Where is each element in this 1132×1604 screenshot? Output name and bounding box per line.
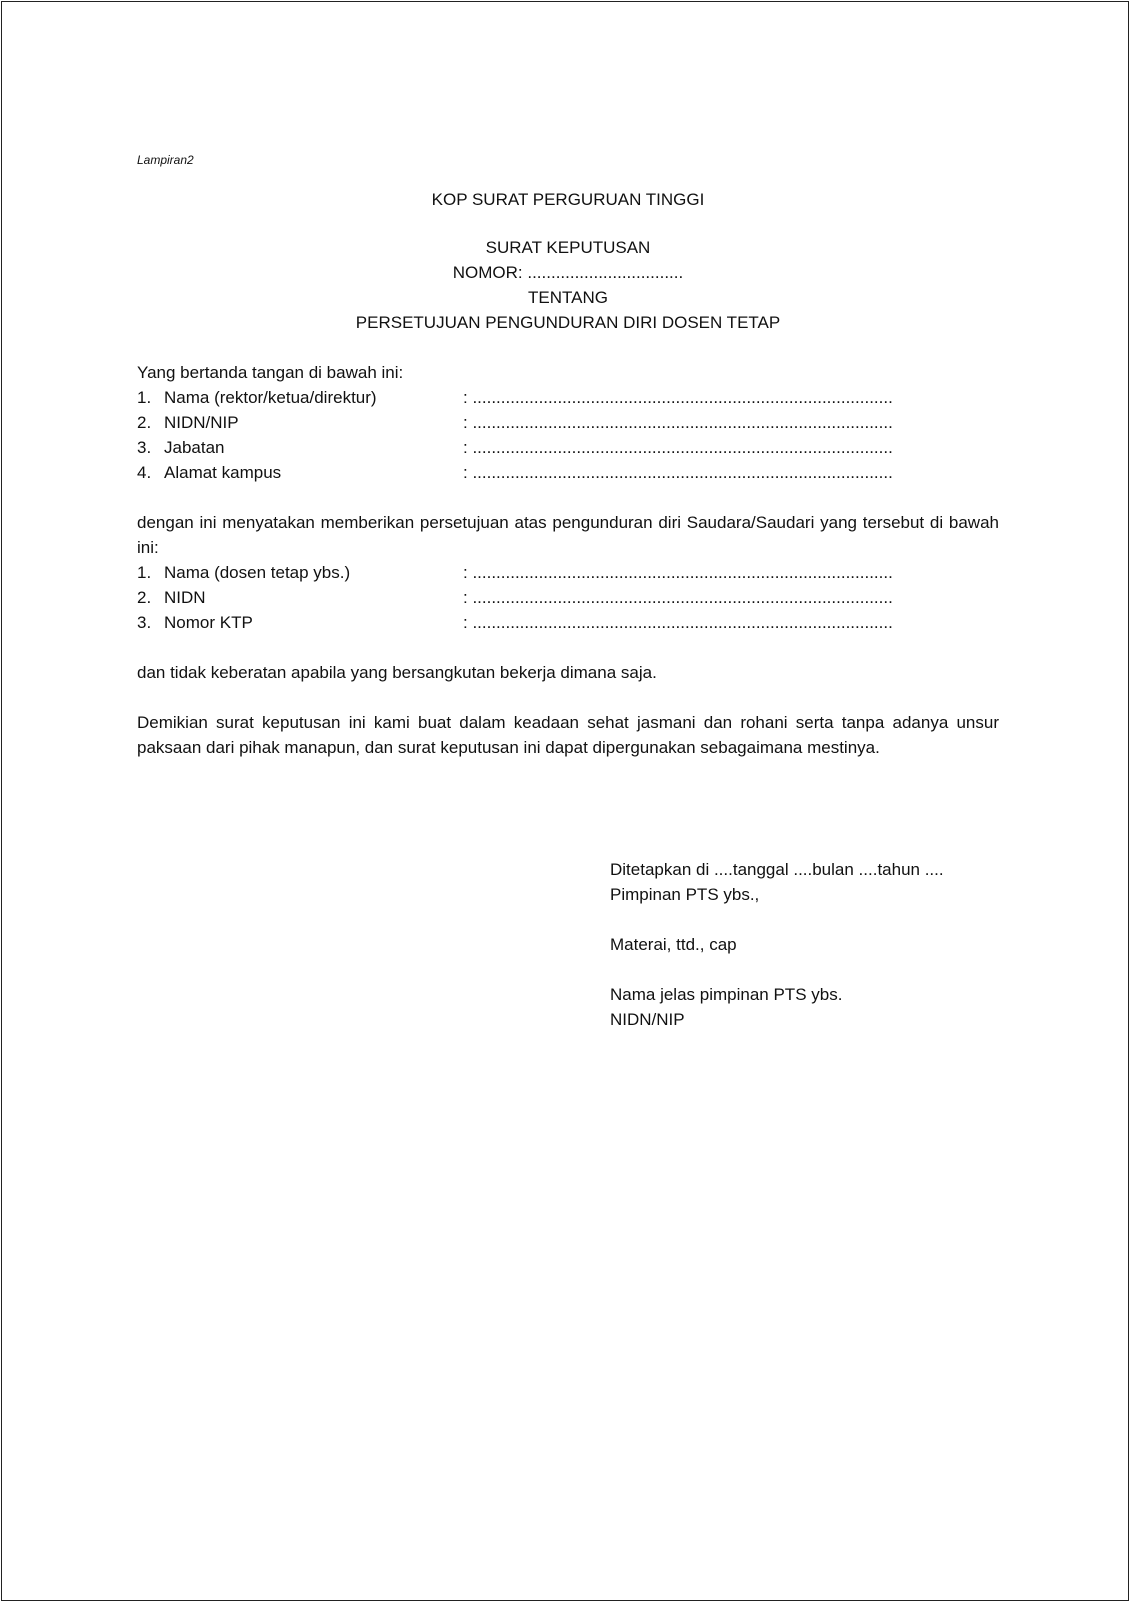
place-date-line: Ditetapkan di ....tanggal ....bulan ....tahun ....: [610, 860, 944, 879]
number-line: NOMOR: .................................: [452, 263, 684, 282]
list-item: [137, 585, 999, 610]
field-blank: : .........................................................................................: [463, 413, 893, 432]
document-page: [1, 1, 1129, 1601]
about-label: TENTANG: [528, 288, 608, 307]
signer-id: NIDN/NIP: [610, 1010, 685, 1029]
list-item: [137, 410, 999, 435]
field-number: 4.: [137, 463, 152, 482]
field-label: Jabatan: [164, 438, 225, 457]
field-blank: : .........................................................................................: [463, 438, 893, 457]
doc-title: SURAT KEPUTUSAN: [485, 238, 651, 257]
attachment-label: Lampiran2: [137, 153, 194, 167]
closing-paragraph: Demikian surat keputusan ini kami buat dalam keadaan sehat jasmani dan rohani serta tanpa adanya unsur paksaan dari pihak manapun, dan surat keputusan ini dapat dipergunakan sebagaimana mestinya.: [137, 713, 999, 757]
list-item: [137, 435, 999, 460]
field-number: 3.: [137, 438, 152, 457]
field-blank: : .........................................................................................: [463, 588, 893, 607]
letterhead: KOP SURAT PERGURUAN TINGGI: [431, 190, 705, 209]
field-number: 3.: [137, 613, 152, 632]
field-number: 1.: [137, 563, 152, 582]
signer-intro: Yang bertanda tangan di bawah ini:: [137, 363, 404, 382]
field-number: 1.: [137, 388, 152, 407]
list-item: [137, 460, 999, 485]
field-label: Alamat kampus: [164, 463, 282, 482]
field-label: Nomor KTP: [164, 613, 253, 632]
letter-body: [137, 152, 999, 760]
field-blank: : .........................................................................................: [463, 563, 893, 582]
list-item: [137, 610, 999, 635]
field-blank: : .........................................................................................: [463, 463, 893, 482]
field-number: 2.: [137, 413, 152, 432]
field-blank: : .........................................................................................: [463, 613, 893, 632]
signature-block: [610, 857, 1030, 1032]
decree-heading: [137, 235, 999, 335]
subject-line: PERSETUJUAN PENGUNDURAN DIRI DOSEN TETAP: [355, 313, 781, 332]
field-label: Nama (dosen tetap ybs.): [164, 563, 351, 582]
signer-name: Nama jelas pimpinan PTS ybs.: [610, 985, 843, 1004]
list-item: [137, 385, 999, 410]
statement-text: dengan ini menyatakan memberikan persetujuan atas pengunduran diri Saudara/Saudari yang tersebut di bawah ini:: [137, 513, 999, 557]
field-label: NIDN: [164, 588, 206, 607]
signer-position: Pimpinan PTS ybs.,: [610, 885, 760, 904]
stamp-note: Materai, ttd., cap: [610, 935, 737, 954]
field-blank: : .........................................................................................: [463, 388, 893, 407]
field-label: Nama (rektor/ketua/direktur): [164, 388, 377, 407]
field-number: 2.: [137, 588, 152, 607]
no-objection-text: dan tidak keberatan apabila yang bersangkutan bekerja dimana saja.: [137, 663, 657, 682]
field-label: NIDN/NIP: [164, 413, 239, 432]
subject-fields: [137, 560, 999, 635]
signer-fields: [137, 385, 999, 485]
list-item: [137, 560, 999, 585]
